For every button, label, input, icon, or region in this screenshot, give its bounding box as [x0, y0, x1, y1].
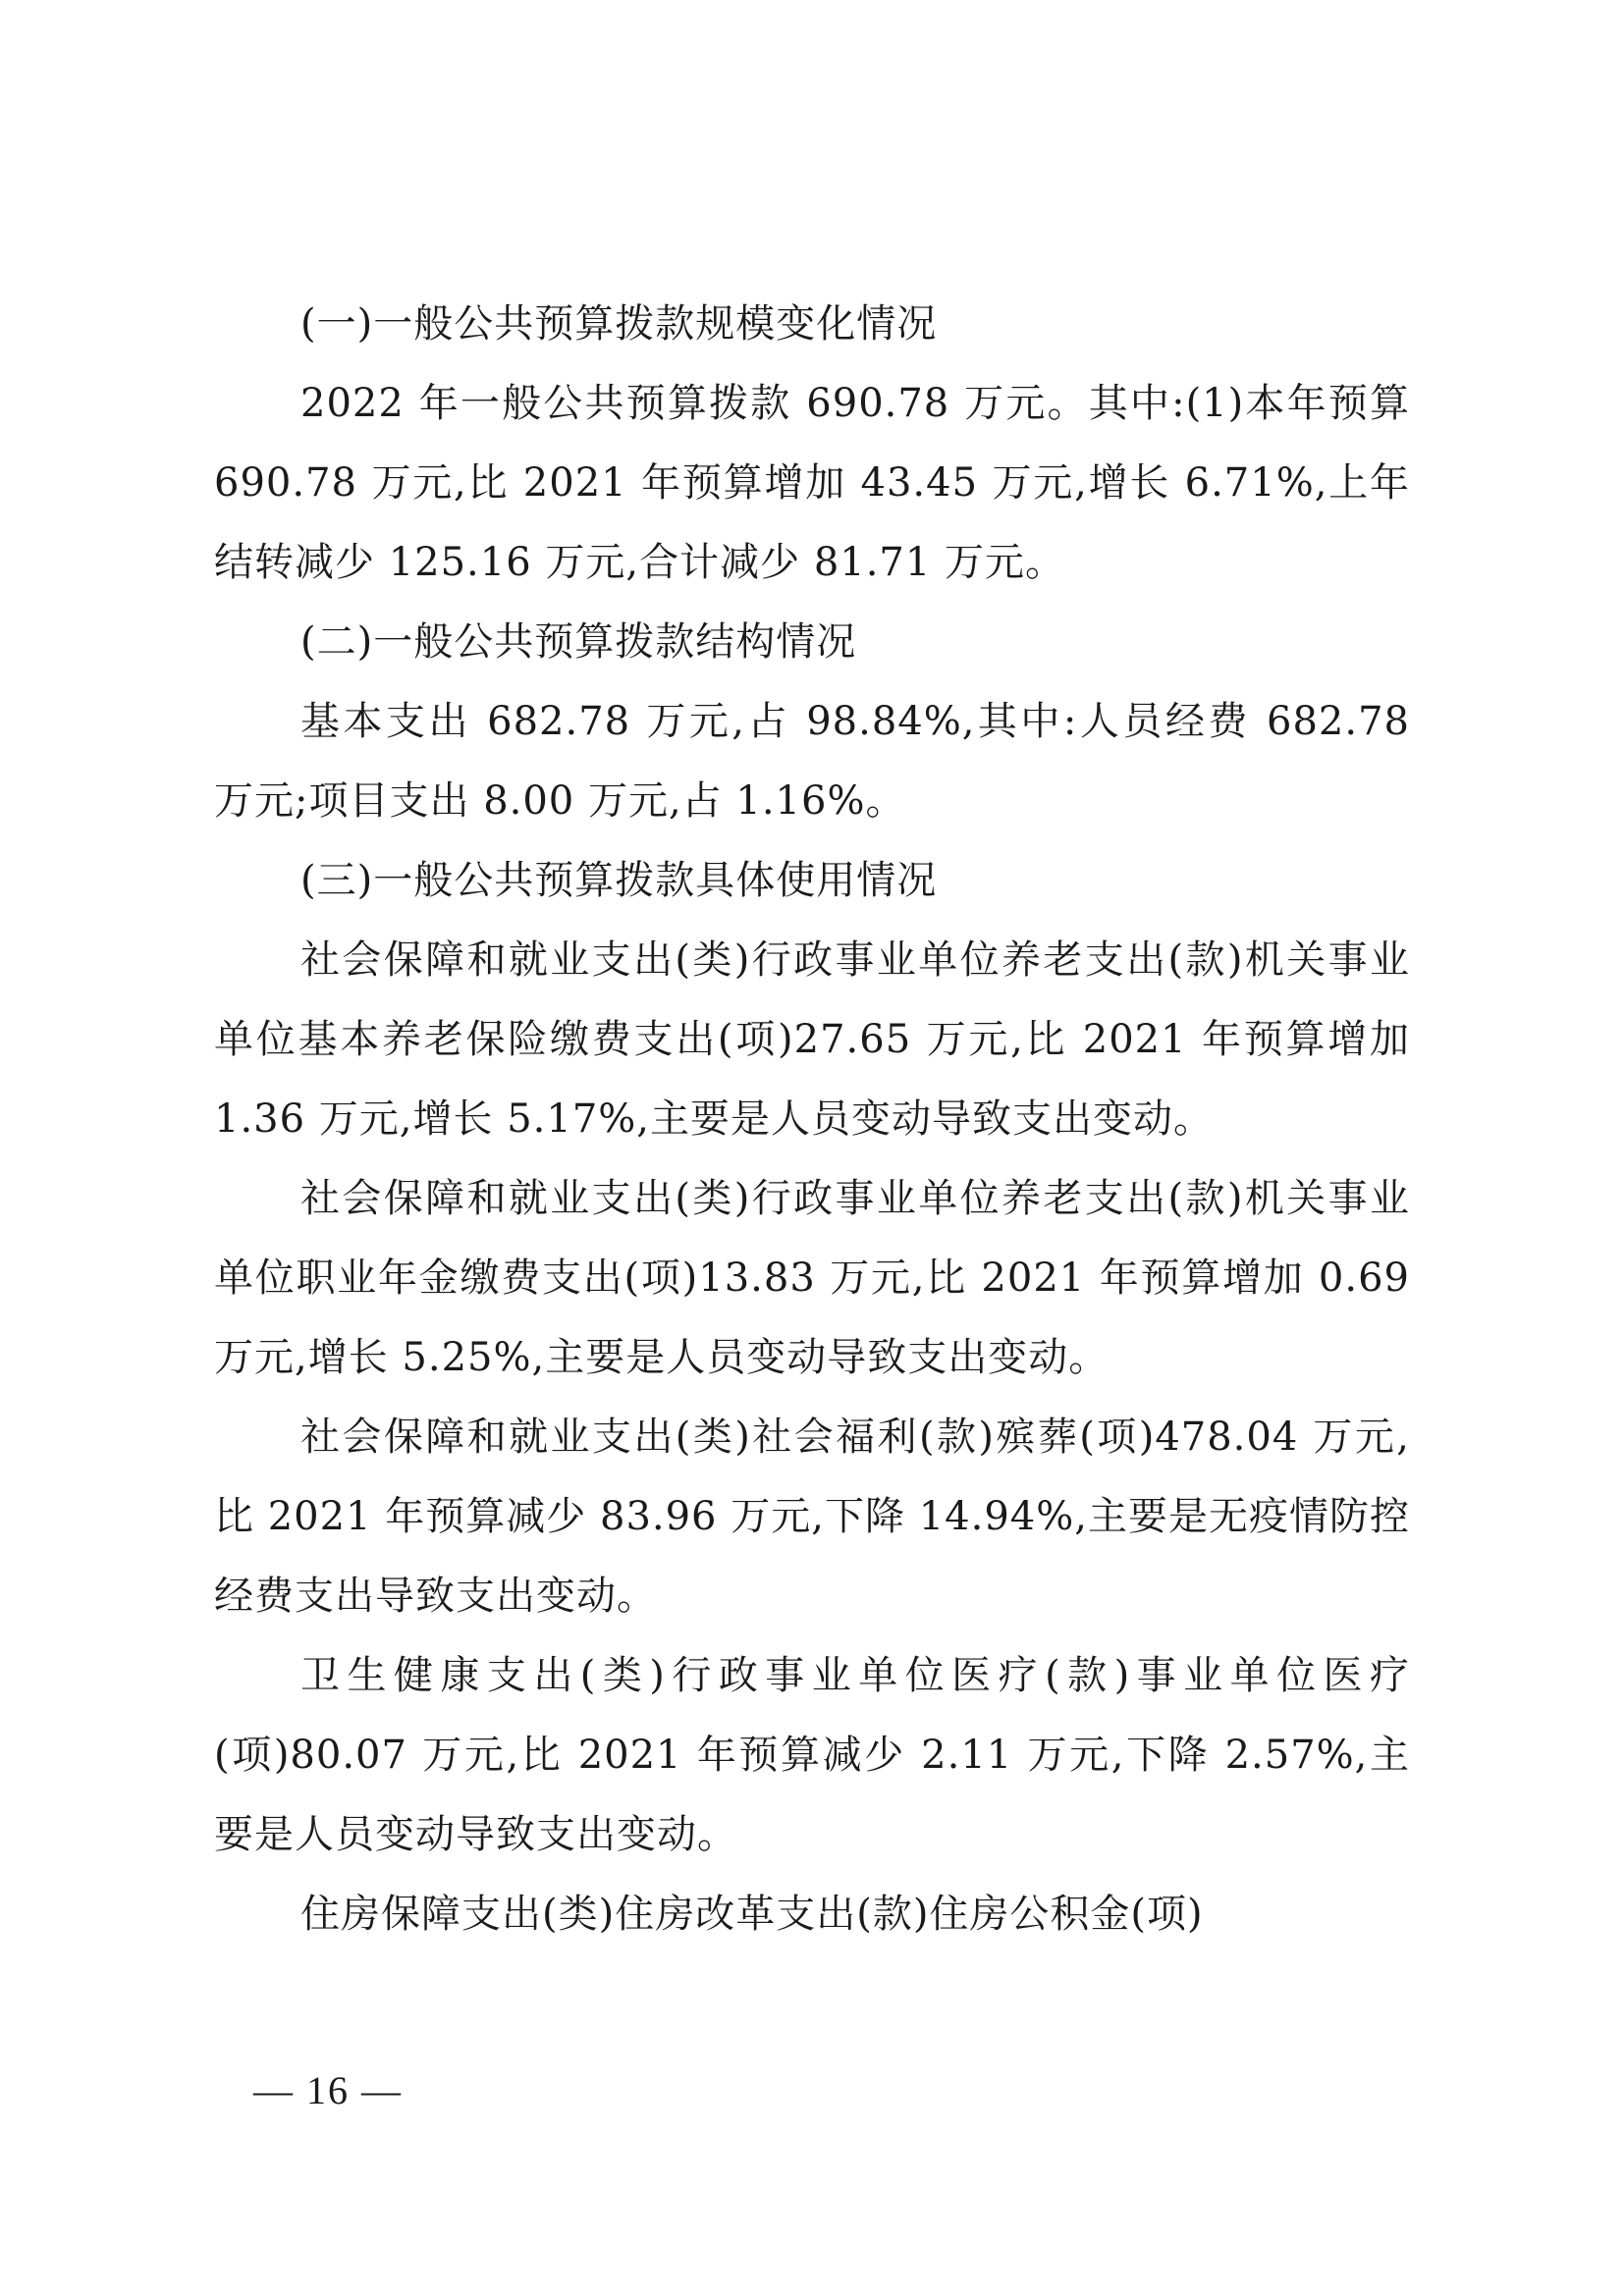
section-heading-usage: (三)一般公共预算拨款具体使用情况 — [300, 858, 938, 903]
paragraph-pension-insurance: 社会保障和就业支出(类)行政事业单位养老支出(款)机关事业单位基本养老保险缴费支出(项)27.65 万元,比 2021 年预算增加 1.36 万元,增长 5.17%,主要是人员变动导致支出变动。 — [214, 937, 1410, 1142]
paragraph-housing-fund: 住房保障支出(类)住房改革支出(款)住房公积金(项) — [300, 1892, 1204, 1937]
section-heading-scale: (一)一般公共预算拨款规模变化情况 — [300, 301, 938, 347]
paragraph-scale-detail: 2022 年一般公共预算拨款 690.78 万元。其中:(1)本年预算 690.78 万元,比 2021 年预算增加 43.45 万元,增长 6.71%,上年结转减少 125.16 万元,合计减少 81.71 万元。 — [214, 381, 1410, 585]
page-number: — 16 — — [253, 2068, 403, 2112]
document-body — [214, 285, 1410, 1954]
paragraph-funeral: 社会保障和就业支出(类)社会福利(款)殡葬(项)478.04 万元,比 2021 年预算减少 83.96 万元,下降 14.94%,主要是无疫情防控经费支出导致支出变动。 — [214, 1415, 1410, 1619]
paragraph-structure-detail: 基本支出 682.78 万元,占 98.84%,其中:人员经费 682.78 万元;项目支出 8.00 万元,占 1.16%。 — [214, 699, 1410, 824]
paragraph-occupational-annuity: 社会保障和就业支出(类)行政事业单位养老支出(款)机关事业单位职业年金缴费支出(项)13.83 万元,比 2021 年预算增加 0.69 万元,增长 5.25%,主要是人员变动导致支出变动。 — [214, 1176, 1410, 1380]
paragraph-medical: 卫生健康支出(类)行政事业单位医疗(款)事业单位医疗(项)80.07 万元,比 2021 年预算减少 2.11 万元,下降 2.57%,主要是人员变动导致支出变动。 — [214, 1653, 1410, 1857]
section-heading-structure: (二)一般公共预算拨款结构情况 — [300, 619, 857, 665]
